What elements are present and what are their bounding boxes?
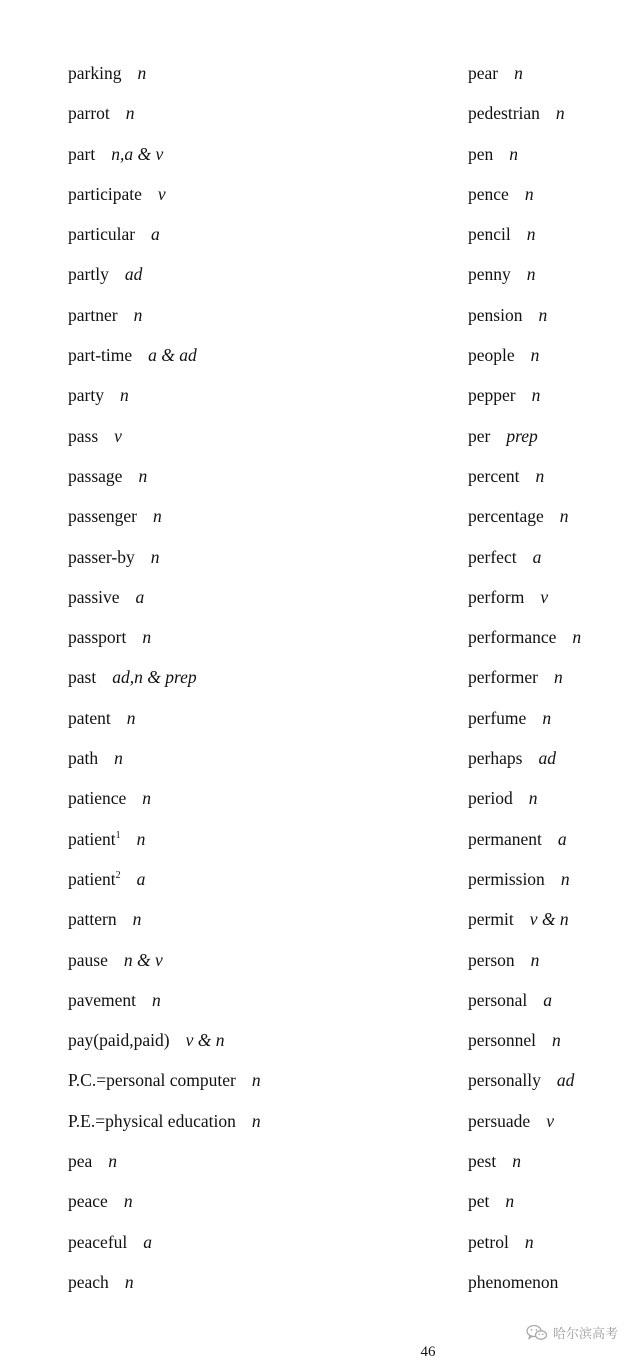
- vocab-word: [68, 501, 137, 531]
- sense-number: 2: [115, 870, 121, 882]
- part-of-speech: n & v: [123, 949, 163, 970]
- vocab-word: [468, 219, 511, 249]
- vocab-entry: [468, 501, 636, 541]
- vocab-entry: [468, 1106, 636, 1146]
- vocab-word-text: pet: [468, 1191, 490, 1212]
- vocab-word-text: personal: [468, 989, 528, 1010]
- vocab-word: [468, 179, 509, 209]
- vocab-entry: [68, 139, 448, 179]
- vocab-entry: [68, 824, 448, 864]
- watermark: [526, 1323, 618, 1342]
- vocab-word-text: passenger: [68, 506, 138, 527]
- vocab-entry: [68, 219, 448, 259]
- part-of-speech: n: [572, 627, 582, 648]
- part-of-speech: v & n: [529, 909, 569, 930]
- vocab-entry: [468, 380, 636, 420]
- part-of-speech: a: [532, 546, 542, 567]
- vocab-word-text: P.E.=physical education: [68, 1110, 236, 1131]
- part-of-speech: n: [528, 788, 538, 809]
- part-of-speech: v: [546, 1110, 554, 1131]
- vocab-word-text: patient: [68, 868, 116, 889]
- vocab-word: [68, 219, 135, 249]
- part-of-speech: n: [138, 465, 148, 486]
- vocab-entry: [468, 1065, 636, 1105]
- vocab-word: [468, 582, 524, 612]
- vocab-word: [68, 542, 135, 572]
- vocab-word: [68, 824, 121, 854]
- part-of-speech: a: [135, 586, 145, 607]
- vocab-entry: [468, 783, 636, 823]
- vocab-word: [68, 139, 95, 169]
- vocab-word: [68, 1186, 108, 1216]
- vocab-entry: [68, 259, 448, 299]
- vocab-word: [468, 461, 520, 491]
- vocab-word-text: pay(paid,paid): [68, 1030, 170, 1051]
- part-of-speech: n: [153, 506, 162, 527]
- vocab-word-text: part: [68, 143, 96, 164]
- vocab-entry: [468, 1267, 636, 1307]
- vocab-word: [468, 1025, 536, 1055]
- vocab-word: [68, 1025, 170, 1055]
- vocab-entry: [468, 864, 636, 904]
- vocab-entry: [468, 98, 636, 138]
- part-of-speech: n: [119, 385, 129, 406]
- part-of-speech: n: [136, 828, 146, 849]
- vocab-word-text: patience: [68, 788, 127, 809]
- vocab-entry: [468, 582, 636, 622]
- vocab-entry: [68, 622, 448, 662]
- vocab-word: [68, 662, 96, 692]
- part-of-speech: a & ad: [148, 345, 197, 366]
- vocab-word-text: percent: [468, 465, 520, 486]
- vocab-word: [68, 864, 121, 894]
- part-of-speech: a: [557, 828, 567, 849]
- vocab-word-text: per: [468, 425, 491, 446]
- part-of-speech: n: [251, 1070, 261, 1091]
- vocab-word-text: persuade: [468, 1110, 531, 1131]
- vocab-entry: [68, 58, 448, 98]
- vocab-word: [468, 139, 493, 169]
- vocab-word-text: pen: [468, 143, 494, 164]
- vocab-entry: [468, 139, 636, 179]
- part-of-speech: n: [555, 103, 565, 124]
- part-of-speech: n: [123, 1191, 133, 1212]
- vocab-entry: [468, 259, 636, 299]
- vocab-word: [68, 945, 108, 975]
- vocab-word-text: pension: [468, 304, 523, 325]
- part-of-speech: n: [524, 1231, 534, 1252]
- part-of-speech: v: [114, 425, 122, 446]
- part-of-speech: n: [552, 1030, 561, 1051]
- vocab-word: [68, 98, 110, 128]
- vocab-entry: [468, 1146, 636, 1186]
- vocab-word-text: pest: [468, 1151, 497, 1172]
- vocab-word-text: petrol: [468, 1231, 509, 1252]
- vocab-word-text: partner: [68, 304, 118, 325]
- part-of-speech: prep: [506, 425, 538, 446]
- vocab-word: [468, 501, 544, 531]
- vocab-word-text: pass: [68, 425, 99, 446]
- vocab-word: [468, 824, 542, 854]
- vocab-word-text: particular: [68, 224, 136, 245]
- vocab-word: [68, 1146, 92, 1176]
- vocab-word: [68, 1106, 236, 1136]
- vocab-entry: [468, 58, 636, 98]
- vocab-word: [68, 421, 98, 451]
- vocab-entry: [68, 340, 448, 380]
- vocab-word: [468, 340, 515, 370]
- part-of-speech: a: [151, 224, 160, 245]
- vocab-word-text: pedestrian: [468, 103, 540, 124]
- vocab-entry: [68, 1065, 448, 1105]
- part-of-speech: n: [560, 868, 570, 889]
- vocab-word-text: part-time: [68, 345, 133, 366]
- vocab-entry: [68, 703, 448, 743]
- vocab-word: [68, 1065, 236, 1095]
- vocab-word-text: peach: [68, 1271, 109, 1292]
- vocab-word-text: pencil: [468, 224, 511, 245]
- vocab-word-text: penny: [468, 264, 511, 285]
- vocab-entry: [468, 421, 636, 461]
- vocab-word: [68, 380, 104, 410]
- part-of-speech: n: [509, 143, 519, 164]
- vocab-word: [468, 300, 522, 330]
- vocab-word: [68, 582, 120, 612]
- part-of-speech: n: [530, 949, 540, 970]
- part-of-speech: n: [524, 183, 534, 204]
- vocab-word: [468, 622, 556, 652]
- part-of-speech: n: [152, 989, 161, 1010]
- vocab-entry: [68, 1267, 448, 1307]
- vocab-word-text: period: [468, 788, 513, 809]
- vocab-word-text: personnel: [468, 1030, 537, 1051]
- vocab-word: [468, 945, 515, 975]
- vocab-word-text: perform: [468, 586, 525, 607]
- part-of-speech: n: [531, 385, 541, 406]
- vocab-word-text: pattern: [68, 909, 117, 930]
- vocab-word-text: permission: [468, 868, 545, 889]
- part-of-speech: n: [553, 667, 563, 688]
- vocab-word: [468, 380, 516, 410]
- vocab-entry: [468, 743, 636, 783]
- vocab-word-text: passive: [68, 586, 120, 607]
- vocab-word: [68, 743, 98, 773]
- vocab-entry: [468, 542, 636, 582]
- vocab-entry: [468, 662, 636, 702]
- vocab-word: [68, 985, 136, 1015]
- vocab-word-text: personally: [468, 1070, 541, 1091]
- watermark-text: 哈尔滨高考: [552, 1327, 618, 1342]
- vocab-word-text: parking: [68, 63, 122, 83]
- vocab-word: [68, 300, 118, 330]
- vocab-word: [468, 1227, 509, 1257]
- vocab-word: [68, 1227, 127, 1257]
- vocab-entry: [68, 1106, 448, 1146]
- vocab-word: [468, 1106, 530, 1136]
- part-of-speech: n: [512, 1151, 521, 1172]
- vocab-word-text: performer: [468, 667, 538, 688]
- vocab-word: [68, 1267, 109, 1297]
- vocab-entry: [468, 461, 636, 501]
- vocab-word-text: parrot: [68, 103, 110, 124]
- vocab-word: [468, 783, 513, 813]
- vocab-word: [468, 98, 540, 128]
- part-of-speech: n: [132, 909, 142, 930]
- vocab-entry: [68, 542, 448, 582]
- vocabulary-list-right: [468, 58, 636, 1307]
- vocab-word-text: perfect: [468, 546, 517, 567]
- vocab-entry: [468, 703, 636, 743]
- vocab-entry: [68, 461, 448, 501]
- vocab-word: [468, 985, 527, 1015]
- part-of-speech: n: [538, 304, 548, 325]
- part-of-speech: ad: [538, 748, 556, 769]
- vocab-entry: [68, 300, 448, 340]
- vocab-word-text: patient: [68, 828, 116, 849]
- part-of-speech: v & n: [185, 1030, 225, 1051]
- vocab-word: [468, 743, 522, 773]
- vocab-word: [468, 703, 526, 733]
- part-of-speech: n: [505, 1191, 515, 1212]
- part-of-speech: n: [251, 1110, 261, 1131]
- vocab-word: [68, 461, 122, 491]
- vocab-word-text: passport: [68, 627, 127, 648]
- vocab-entry: [68, 421, 448, 461]
- vocab-word: [468, 1146, 496, 1176]
- vocab-word: [68, 703, 111, 733]
- part-of-speech: n: [137, 63, 147, 83]
- part-of-speech: ad,n & prep: [112, 667, 197, 688]
- vocab-entry: [68, 98, 448, 138]
- vocab-word: [468, 58, 498, 88]
- vocab-word: [68, 179, 142, 209]
- vocab-word-text: people: [468, 345, 515, 366]
- vocab-entry: [68, 945, 448, 985]
- vocab-word: [468, 421, 490, 451]
- part-of-speech: ad: [556, 1070, 575, 1091]
- page-number: 46: [420, 1344, 436, 1360]
- vocab-entry: [68, 582, 448, 622]
- part-of-speech: a: [143, 1231, 153, 1252]
- vocab-word: [468, 864, 545, 894]
- part-of-speech: n: [124, 1271, 134, 1292]
- part-of-speech: a: [543, 989, 553, 1010]
- vocab-entry: [468, 985, 636, 1025]
- vocab-word-text: permanent: [468, 828, 542, 849]
- vocab-entry: [68, 380, 448, 420]
- part-of-speech: n: [108, 1151, 118, 1172]
- vocab-entry: [68, 904, 448, 944]
- part-of-speech: n: [542, 707, 552, 728]
- vocab-entry: [68, 662, 448, 702]
- vocab-entry: [68, 1025, 448, 1065]
- vocab-word: [68, 622, 126, 652]
- vocabulary-list-left: [68, 58, 448, 1307]
- vocab-word-text: phenomenon: [468, 1271, 559, 1292]
- vocab-word-text: partly: [68, 264, 109, 285]
- vocab-word: [468, 1267, 558, 1297]
- vocab-word-text: perhaps: [468, 748, 523, 769]
- vocab-entry: [468, 824, 636, 864]
- part-of-speech: a: [136, 868, 146, 889]
- vocab-word-text: participate: [68, 183, 142, 204]
- vocab-word-text: pea: [68, 1151, 93, 1172]
- vocab-word-text: pause: [68, 949, 108, 970]
- part-of-speech: n: [142, 627, 152, 648]
- part-of-speech: n: [126, 707, 136, 728]
- vocab-entry: [468, 945, 636, 985]
- vocab-word-text: pavement: [68, 989, 137, 1010]
- vocab-word-text: patent: [68, 707, 111, 728]
- part-of-speech: v: [157, 183, 166, 204]
- vocab-word-text: passage: [68, 465, 123, 486]
- vocab-entry: [68, 1227, 448, 1267]
- vocab-entry: [68, 743, 448, 783]
- vocab-word-text: performance: [468, 627, 557, 648]
- vocab-word: [468, 1065, 541, 1095]
- vocab-word-text: P.C.=personal computer: [68, 1070, 236, 1091]
- vocab-entry: [68, 179, 448, 219]
- vocab-word-text: percentage: [468, 506, 544, 527]
- vocab-word-text: perfume: [468, 707, 527, 728]
- vocab-entry: [68, 1186, 448, 1226]
- vocab-entry: [468, 1227, 636, 1267]
- vocab-entry: [468, 340, 636, 380]
- vocab-entry: [468, 219, 636, 259]
- part-of-speech: n: [514, 63, 523, 83]
- vocab-word-text: passer-by: [68, 546, 135, 567]
- vocab-word: [68, 340, 132, 370]
- part-of-speech: n: [150, 546, 160, 567]
- vocab-entry: [68, 501, 448, 541]
- part-of-speech: n: [526, 224, 536, 245]
- vocab-entry: [468, 904, 636, 944]
- vocab-word-text: past: [68, 667, 97, 688]
- part-of-speech: n: [133, 304, 143, 325]
- vocab-word: [468, 662, 538, 692]
- vocab-entry: [68, 783, 448, 823]
- vocab-word-text: permit: [468, 909, 514, 930]
- part-of-speech: n: [526, 264, 536, 285]
- part-of-speech: n,a & v: [111, 143, 164, 164]
- vocab-entry: [468, 1025, 636, 1065]
- part-of-speech: n: [559, 506, 569, 527]
- part-of-speech: n: [142, 788, 152, 809]
- vocab-word: [68, 259, 109, 289]
- vocab-word-text: path: [68, 748, 99, 769]
- part-of-speech: n: [530, 345, 540, 366]
- vocab-entry: [68, 985, 448, 1025]
- vocab-word-text: pepper: [468, 385, 516, 406]
- vocab-word-text: person: [468, 949, 515, 970]
- vocab-entry: [68, 1146, 448, 1186]
- vocab-word-text: pence: [468, 183, 509, 204]
- vocab-word: [68, 58, 121, 88]
- vocab-word: [468, 259, 511, 289]
- part-of-speech: n: [535, 465, 545, 486]
- part-of-speech: n: [114, 748, 123, 769]
- vocab-word: [68, 783, 126, 813]
- part-of-speech: v: [540, 586, 549, 607]
- vocab-word-text: peaceful: [68, 1231, 128, 1252]
- vocab-word: [468, 904, 514, 934]
- sense-number: 1: [115, 829, 121, 841]
- vocab-entry: [468, 179, 636, 219]
- vocab-word: [468, 542, 517, 572]
- wechat-icon: [526, 1324, 548, 1342]
- vocab-word-text: pear: [468, 63, 499, 83]
- vocab-entry: [68, 864, 448, 904]
- vocab-word-text: peace: [68, 1191, 108, 1212]
- vocab-entry: [468, 300, 636, 340]
- vocab-entry: [468, 1186, 636, 1226]
- part-of-speech: n: [125, 103, 135, 124]
- vocab-word: [68, 904, 117, 934]
- vocab-word-text: party: [68, 385, 104, 406]
- part-of-speech: ad: [124, 264, 143, 285]
- vocab-word: [468, 1186, 489, 1216]
- vocab-entry: [468, 622, 636, 662]
